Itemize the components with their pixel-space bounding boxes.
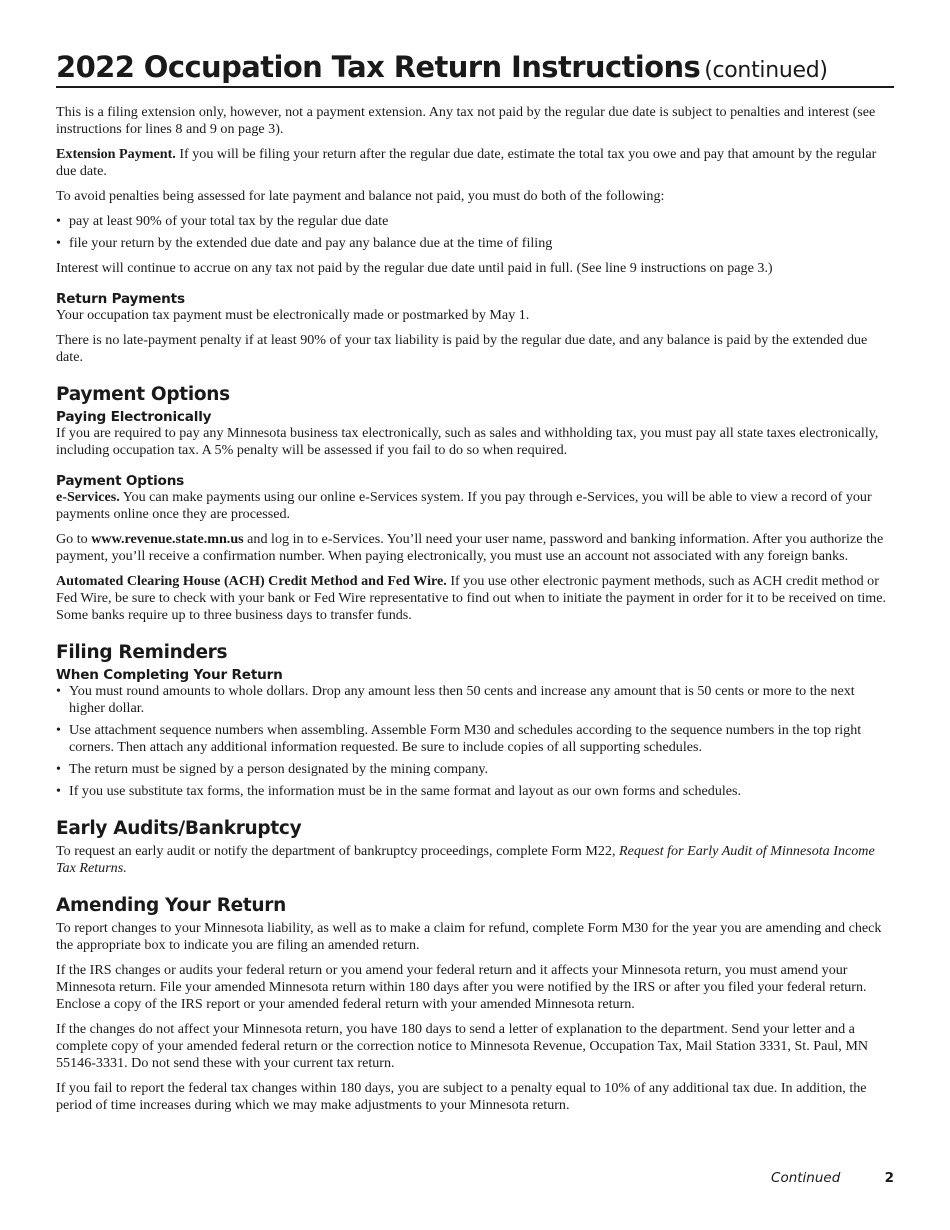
- list-item: • The return must be signed by a person designated by the mining company.: [56, 761, 894, 778]
- paying-electronically-heading: Paying Electronically: [56, 409, 212, 425]
- page-title: [56, 50, 894, 88]
- extension-payment-paragraph: [56, 146, 894, 180]
- page-title-sub: (continued): [704, 58, 828, 83]
- payment-options-heading: Payment Options: [56, 384, 230, 405]
- eservices-label: e-Services.: [56, 489, 120, 505]
- interest-paragraph: Interest will continue to accrue on any tax not paid by the regular due date until paid in full. (See line 9 instructions on page 3.): [56, 260, 773, 276]
- amending-paragraph: If the changes do not affect your Minnesota return, you have 180 days to send a letter of explanation to the department. Send your letter and a complete copy of your amended federal return or the correction notice to Minnesota Revenue, Occupation Tax, Mail Station 3331, St. Paul, MN 55146-3331. Do not send these with your current tax return.: [56, 1021, 869, 1071]
- early-audits-text: To request an early audit or notify the department of bankruptcy proceedings, complete Form M22,: [56, 843, 619, 859]
- page-title-main: 2022 Occupation Tax Return Instructions: [56, 50, 701, 84]
- list-item: • You must round amounts to whole dollars. Drop any amount less then 50 cents and increase any amount that is 50 cents or more to the next higher dollar.: [56, 683, 894, 717]
- goto-prefix: Go to: [56, 531, 92, 547]
- eservices-text: You can make payments using our online e-Services system. If you pay through e-Services, you will be able to view a record of your payments online once they are processed.: [56, 489, 872, 522]
- intro-paragraph: This is a filing extension only, however, not a payment extension. Any tax not paid by the regular due date is subject to penalties and interest (see instructions for lines 8 and 9 on page 3).: [56, 104, 876, 137]
- amending-paragraph: If you fail to report the federal tax changes within 180 days, you are subject to a penalty equal to 10% of any additional tax due. In addition, the period of time increases during which we may make adjustments to your Minnesota return.: [56, 1080, 867, 1113]
- paying-electronically-paragraph: If you are required to pay any Minnesota business tax electronically, such as sales and withholding tax, you must pay all state taxes electronically, including occupation tax. A 5% penalty will be assessed if you fail to do so when required.: [56, 425, 879, 458]
- continued-label: Continued: [771, 1170, 841, 1186]
- list-item: • Use attachment sequence numbers when assembling. Assemble Form M30 and schedules according to the sequence numbers in the top right corners. Then attach any additional information requested. Be sure to include copies of all supporting schedules.: [56, 722, 894, 756]
- return-payments-paragraph: Your occupation tax payment must be electronically made or postmarked by May 1.: [56, 307, 530, 323]
- penalty-avoid-paragraph: To avoid penalties being assessed for late payment and balance not paid, you must do both of the following:: [56, 188, 665, 204]
- goto-paragraph: [56, 531, 894, 565]
- return-payments-heading: Return Payments: [56, 291, 185, 307]
- amending-paragraph: To report changes to your Minnesota liability, as well as to make a claim for refund, complete Form M30 for the year you are amending and check the appropriate box to indicate you are filing an amended return.: [56, 920, 882, 953]
- page-number: 2: [884, 1170, 894, 1186]
- early-audits-paragraph: [56, 843, 894, 877]
- late-payment-paragraph: There is no late-payment penalty if at least 90% of your tax liability is paid by the regular due date, and any balance is paid by the extended due date.: [56, 332, 868, 365]
- payment-options-subheading: Payment Options: [56, 473, 185, 489]
- page-footer: [771, 1170, 894, 1186]
- extension-payment-label: Extension Payment.: [56, 146, 176, 162]
- filing-reminders-list: [56, 683, 894, 800]
- ach-label: Automated Clearing House (ACH) Credit Method and Fed Wire.: [56, 573, 447, 589]
- ach-text: If you use other electronic payment methods, such as ACH credit method or Fed Wire, be sure to check with your bank or Fed Wire representative to find out when to initiate the payment in order for it to be received on time. Some banks require up to three business days to transfer funds.: [56, 573, 887, 623]
- penalty-avoid-list: [56, 213, 894, 252]
- list-item: • file your return by the extended due date and pay any balance due at the time of filing: [56, 235, 894, 252]
- revenue-website-link[interactable]: www.revenue.state.mn.us: [91, 531, 244, 547]
- list-item: • pay at least 90% of your total tax by the regular due date: [56, 213, 894, 230]
- eservices-paragraph: [56, 489, 894, 523]
- extension-payment-text: If you will be filing your return after the regular due date, estimate the total tax you owe and pay that amount by the regular due date.: [56, 146, 877, 179]
- ach-paragraph: [56, 573, 894, 624]
- when-completing-heading: When Completing Your Return: [56, 667, 283, 683]
- document-page: [56, 50, 894, 1122]
- amending-paragraph: If the IRS changes or audits your federal return or you amend your federal return and it affects your Minnesota return, you must amend your Minnesota return. File your amended Minnesota return within 180 days after you were notified by the IRS or after you filed your federal return. Enclose a copy of the IRS report or your amended federal return with your amended Minnesota return.: [56, 962, 867, 1012]
- early-audits-heading: Early Audits/Bankruptcy: [56, 818, 302, 839]
- goto-text: and log in to e-Services. You’ll need your user name, password and banking information. After you authorize the payment, you’ll receive a confirmation number. When paying electronically, you must use an account not associated with any foreign banks.: [56, 531, 884, 564]
- filing-reminders-heading: Filing Reminders: [56, 642, 228, 663]
- form-m22-title: Request for Early Audit of Minnesota Income Tax Returns.: [56, 843, 875, 876]
- list-item: • If you use substitute tax forms, the information must be in the same format and layout as our own forms and schedules.: [56, 783, 894, 800]
- amending-heading: Amending Your Return: [56, 895, 286, 916]
